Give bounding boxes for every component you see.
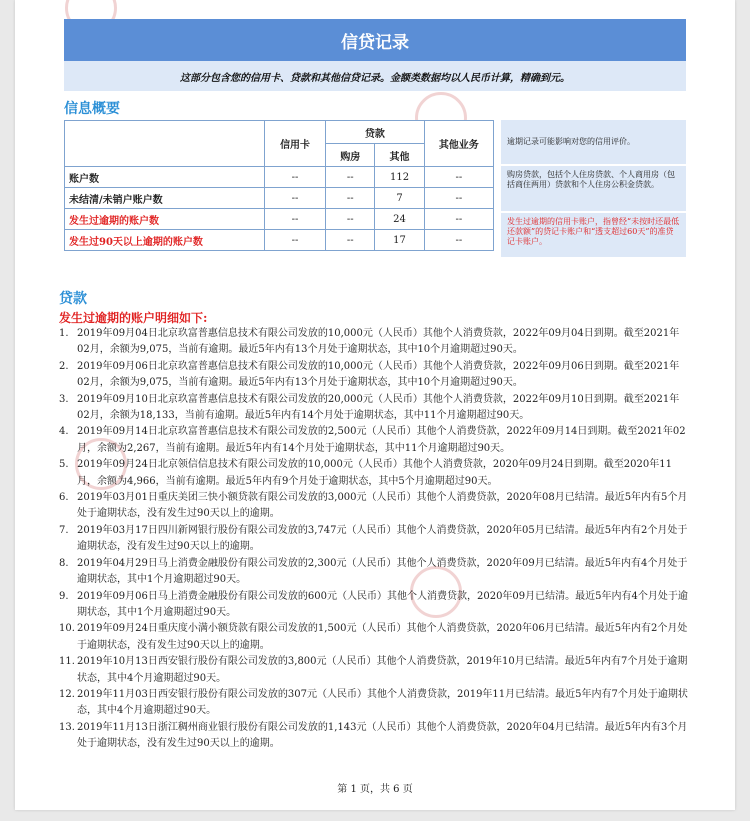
note-house-loan: 购房贷款，包括个人住房贷款、个人商用房（包括商住两用）贷款和个人住房公积金贷款。 <box>501 166 686 211</box>
list-item <box>59 687 689 720</box>
list-item <box>59 720 689 753</box>
item-number: 12. <box>59 688 75 700</box>
item-number: 1. <box>59 328 69 339</box>
list-item <box>59 621 689 654</box>
row-label: 发生过逾期的账户数 <box>65 209 265 230</box>
item-number: 13. <box>59 721 75 733</box>
table-header-other-business: 其他业务 <box>424 121 493 167</box>
item-text: 2019年09月06日马上消费金融股份有限公司发放的600元（人民币）其他个人消费贷款，2020年09月已结清。最近5年内有4个月处于逾期状态，其中1个月逾期超过90天。 <box>77 590 688 618</box>
cell-biz: -- <box>424 167 493 188</box>
page-title: 信贷记录 <box>64 19 686 61</box>
item-number: 8. <box>59 557 69 569</box>
table-row <box>65 230 494 251</box>
row-label: 发生过90天以上逾期的账户数 <box>65 230 265 251</box>
list-item <box>59 654 689 687</box>
cell-house: -- <box>326 188 375 209</box>
table-row <box>65 167 494 188</box>
cell-other: 7 <box>375 188 424 209</box>
loans-section-title: 贷款 <box>59 291 87 307</box>
list-item <box>59 424 689 457</box>
list-item <box>59 359 689 392</box>
item-number: 4. <box>59 426 69 438</box>
list-item <box>59 589 689 622</box>
item-text: 2019年03月01日重庆美团三快小额贷款有限公司发放的3,000元（人民币）其他个人消费贷款，2020年08月已结清。最近5年内有5个月处于逾期状态，没有发生过90天以上的逾期。 <box>77 492 688 520</box>
item-number: 10. <box>59 623 75 635</box>
item-text: 2019年03月17日四川新网银行股份有限公司发放的3,747元（人民币）其他个人消费贷款，2020年05月已结清。最近5年内有2个月处于逾期状态，没有发生过90天以上的逾期。 <box>77 524 688 553</box>
item-number: 9. <box>59 590 69 602</box>
item-text: 2019年09月04日北京玖富普惠信息技术有限公司发放的10,000元（人民币）其他个人消费贷款，2022年09月04日到期。截至2021年02月，余额为9,075，当前有逾期。最近5年内有13个月处于逾期状态，其中10个月逾期超过90天。 <box>77 328 680 356</box>
cell-biz: -- <box>424 209 493 230</box>
item-text: 2019年09月06日北京玖富普惠信息技术有限公司发放的10,000元（人民币）其他个人消费贷款，2022年09月06日到期。截至2021年02月，余额为9,075，当前有逾期。最近5年内有13个月处于逾期状态，其中10个月逾期超过90天。 <box>77 360 680 389</box>
item-text: 2019年09月10日北京玖富普惠信息技术有限公司发放的20,000元（人民币）其他个人消费贷款，2022年09月10日到期。截至2021年02月，余额为18,133，当前有逾期。最近5年内有14个月处于逾期状态，其中11个月逾期超过90天。 <box>77 393 680 422</box>
cell-biz: -- <box>424 230 493 251</box>
table-header-house: 购房 <box>326 144 375 167</box>
cell-house: -- <box>326 209 375 230</box>
cell-house: -- <box>326 167 375 188</box>
summary-table <box>64 120 494 251</box>
cell-biz: -- <box>424 188 493 209</box>
row-label: 账户数 <box>65 167 265 188</box>
cell-other: 24 <box>375 209 424 230</box>
cell-other: 17 <box>375 230 424 251</box>
table-header-other: 其他 <box>375 144 424 167</box>
loan-list <box>59 326 689 753</box>
item-number: 6. <box>59 492 69 504</box>
list-item <box>59 457 689 490</box>
cell-house: -- <box>326 230 375 251</box>
loans-subtitle: 发生过逾期的账户明细如下: <box>59 311 208 325</box>
cell-card: -- <box>264 188 325 209</box>
note-overdue-card: 发生过逾期的信用卡账户，指曾经“未按时还最低还款额”的贷记卡账户和“透支超过60天”的准贷记卡账户。 <box>501 213 686 257</box>
page-subtitle: 这部分包含您的信用卡、贷款和其他信贷记录。金额类数据均以人民币计算，精确到元。 <box>64 61 686 91</box>
item-number: 11. <box>59 656 75 668</box>
item-text: 2019年04月29日马上消费金融股份有限公司发放的2,300元（人民币）其他个人消费贷款，2020年09月已结清。最近5年内有4个月处于逾期状态，其中1个月逾期超过90天。 <box>77 557 688 586</box>
note-overdue-impact: 逾期记录可能影响对您的信用评价。 <box>501 120 686 164</box>
table-header-blank <box>65 121 265 167</box>
report-page <box>15 0 735 810</box>
page-number: 第 1 页，共 6 页 <box>337 784 413 795</box>
item-text: 2019年10月13日西安银行股份有限公司发放的3,800元（人民币）其他个人消费贷款，2019年10月已结清。最近5年内有7个月处于逾期状态，其中4个月逾期超过90天。 <box>77 656 688 684</box>
cell-card: -- <box>264 230 325 251</box>
item-number: 5. <box>59 459 69 471</box>
item-number: 2. <box>59 360 69 372</box>
list-item <box>59 490 689 523</box>
summary-notes <box>501 120 686 259</box>
item-text: 2019年09月24日重庆度小满小额贷款有限公司发放的1,500元（人民币）其他个人消费贷款，2020年06月已结清。最近5年内有2个月处于逾期状态，没有发生过90天以上的逾期。 <box>77 623 688 651</box>
item-text: 2019年09月14日北京玖富普惠信息技术有限公司发放的2,500元（人民币）其他个人消费贷款，2022年09月14日到期。截至2021年02月，余额为2,267，当前有逾期。最近5年内有14个月处于逾期状态，其中11个月逾期超过90天。 <box>77 426 686 454</box>
cell-other: 112 <box>375 167 424 188</box>
item-text: 2019年11月03日西安银行股份有限公司发放的307元（人民币）其他个人消费贷款，2019年11月已结清。最近5年内有7个月处于逾期状态，其中4个月逾期超过90天。 <box>77 688 688 717</box>
row-label: 未结清/未销户账户数 <box>65 188 265 209</box>
table-header-credit-card: 信用卡 <box>264 121 325 167</box>
table-row <box>65 209 494 230</box>
summary-section-title: 信息概要 <box>64 101 120 117</box>
cell-card: -- <box>264 167 325 188</box>
item-number: 7. <box>59 524 69 536</box>
list-item <box>59 326 689 359</box>
item-number: 3. <box>59 393 69 405</box>
table-row <box>65 188 494 209</box>
item-text: 2019年11月13日浙江稠州商业银行股份有限公司发放的1,143元（人民币）其他个人消费贷款，2020年04月已结清。最近5年内有3个月处于逾期状态，没有发生过90天以上的逾期。 <box>77 721 688 750</box>
table-header-loans: 贷款 <box>326 121 424 144</box>
item-text: 2019年09月24日北京领信信息技术有限公司发放的10,000元（人民币）其他个人消费贷款，2020年09月24日到期。截至2020年11月，余额为4,966，当前有逾期。最近5年内有9个月处于逾期状态，其中5个月逾期超过90天。 <box>77 459 672 487</box>
cell-card: -- <box>264 209 325 230</box>
list-item <box>59 556 689 589</box>
list-item <box>59 523 689 556</box>
list-item <box>59 392 689 425</box>
